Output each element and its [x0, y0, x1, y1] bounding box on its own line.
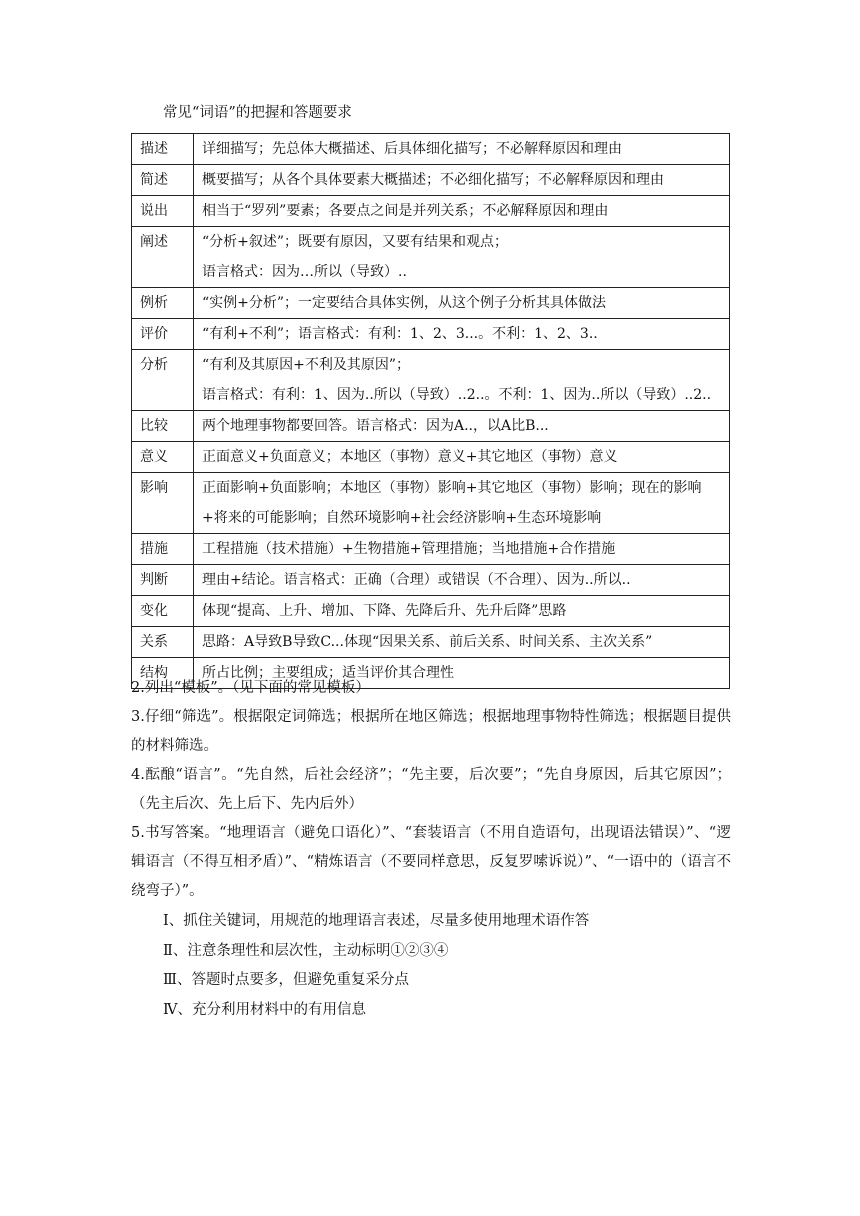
term-cell: 判断 — [132, 565, 194, 596]
requirement-line: 思路：A导致B导致C...体现“因果关系、前后关系、时间关系、主次关系” — [202, 634, 653, 650]
requirement-line: 两个地理事物都要回答。语言格式：因为A..，以A比B... — [202, 418, 549, 434]
table-row — [132, 473, 730, 534]
table-row — [132, 534, 730, 565]
table-row — [132, 134, 730, 165]
requirement-line: 正面意义+负面意义；本地区（事物）意义+其它地区（事物）意义 — [202, 449, 618, 465]
requirement-cell — [194, 565, 730, 596]
requirement-cell — [194, 411, 730, 442]
term-cell: 关系 — [132, 627, 194, 658]
requirement-cell — [194, 442, 730, 473]
terms-table-body — [132, 134, 730, 689]
term-cell: 例析 — [132, 288, 194, 319]
table-row — [132, 596, 730, 627]
requirement-line: 语言格式：有利：1、因为..所以（导致）..2..。不利：1、因为..所以（导致）..2.. — [202, 387, 712, 403]
term-cell: 比较 — [132, 411, 194, 442]
answer-point-2: Ⅱ、注意条理性和层次性，主动标明①②③④ — [163, 942, 449, 959]
table-row — [132, 227, 730, 288]
requirement-cell — [194, 350, 730, 411]
term-cell: 意义 — [132, 442, 194, 473]
steps-section — [131, 674, 731, 906]
term-cell: 评价 — [132, 319, 194, 350]
table-row — [132, 411, 730, 442]
term-cell: 说出 — [132, 196, 194, 227]
requirement-line: 理由+结论。语言格式：正确（合理）或错误（不合理）、因为..所以.. — [202, 572, 631, 588]
step-4-paragraph: 4.酝酿“语言”。“先自然，后社会经济”；“先主要，后次要”；“先自身原因，后其它原因”；（先主后次、先上后下、先内后外） — [131, 767, 731, 812]
requirement-line: 概要描写；从各个具体要素大概描述；不必细化描写；不必解释原因和理由 — [202, 172, 664, 188]
step-3-paragraph: 3.仔细“筛选”。根据限定词筛选；根据所在地区筛选；根据地理事物特性筛选；根据题目提供的材料筛选。 — [131, 709, 731, 754]
requirement-line: “实例+分析”；一定要结合具体实例，从这个例子分析其具体做法 — [202, 295, 607, 311]
terms-table — [131, 133, 730, 689]
table-row — [132, 350, 730, 411]
term-cell: 影响 — [132, 473, 194, 534]
answer-point-4: Ⅳ、充分利用材料中的有用信息 — [163, 1001, 366, 1018]
requirement-cell — [194, 196, 730, 227]
term-cell: 描述 — [132, 134, 194, 165]
requirement-cell — [194, 627, 730, 658]
table-row — [132, 627, 730, 658]
table-row — [132, 319, 730, 350]
table-row — [132, 288, 730, 319]
requirement-cell — [194, 473, 730, 534]
table-row — [132, 165, 730, 196]
term-cell: 分析 — [132, 350, 194, 411]
requirement-cell — [194, 134, 730, 165]
term-cell: 阐述 — [132, 227, 194, 288]
requirement-line: 相当于“罗列”要素；各要点之间是并列关系；不必解释原因和理由 — [202, 203, 609, 219]
step-2-paragraph: 2.列出“模板”。（见下面的常见模板） — [131, 680, 370, 696]
term-cell: 措施 — [132, 534, 194, 565]
requirement-line: “分析+叙述”；既要有原因，又要有结果和观点； — [202, 234, 509, 250]
requirement-cell — [194, 534, 730, 565]
requirement-line: 正面影响+负面影响；本地区（事物）影响+其它地区（事物）影响；现在的影响+将来的可能影响；自然环境影响+社会经济影响+生态环境影响 — [202, 480, 702, 526]
table-row — [132, 565, 730, 596]
requirement-line: 体现“提高、上升、增加、下降、先降后升、先升后降”思路 — [202, 603, 567, 619]
requirement-line: 详细描写；先总体大概描述、后具体细化描写；不必解释原因和理由 — [202, 141, 622, 157]
table-row — [132, 442, 730, 473]
answer-point-1: Ⅰ、抓住关键词，用规范的地理语言表述，尽量多使用地理术语作答 — [163, 913, 590, 929]
table-row — [132, 196, 730, 227]
requirement-line: “有利+不利”；语言格式：有利：1、2、3...。不利：1、2、3.. — [202, 326, 598, 342]
requirement-line: 所占比例；主要组成；适当评价其合理性 — [202, 665, 454, 681]
step-5-paragraph: 5.书写答案。“地理语言（避免口语化）”、“套装语言（不用自造语句，出现语法错误）”、“逻辑语言（不得互相矛盾）”、“精炼语言（不要同样意思，反复罗嗦诉说）”、“一语中的（语言不绕弯子）”。 — [131, 825, 731, 899]
requirement-line: “有利及其原因+不利及其原因”； — [202, 357, 411, 373]
answer-points-list — [163, 907, 589, 1025]
requirement-cell — [194, 288, 730, 319]
requirement-cell — [194, 319, 730, 350]
answer-point-3: Ⅲ、答题时点要多，但避免重复采分点 — [163, 972, 409, 988]
requirement-line: 语言格式：因为…所以（导致）.. — [202, 264, 407, 280]
requirement-cell — [194, 165, 730, 196]
page-title: 常见“词语”的把握和答题要求 — [163, 105, 352, 121]
term-cell: 结构 — [132, 658, 194, 689]
term-cell: 变化 — [132, 596, 194, 627]
requirement-cell — [194, 227, 730, 288]
requirement-cell — [194, 596, 730, 627]
requirement-line: 工程措施（技术措施）+生物措施+管理措施；当地措施+合作措施 — [202, 541, 616, 557]
term-cell: 简述 — [132, 165, 194, 196]
